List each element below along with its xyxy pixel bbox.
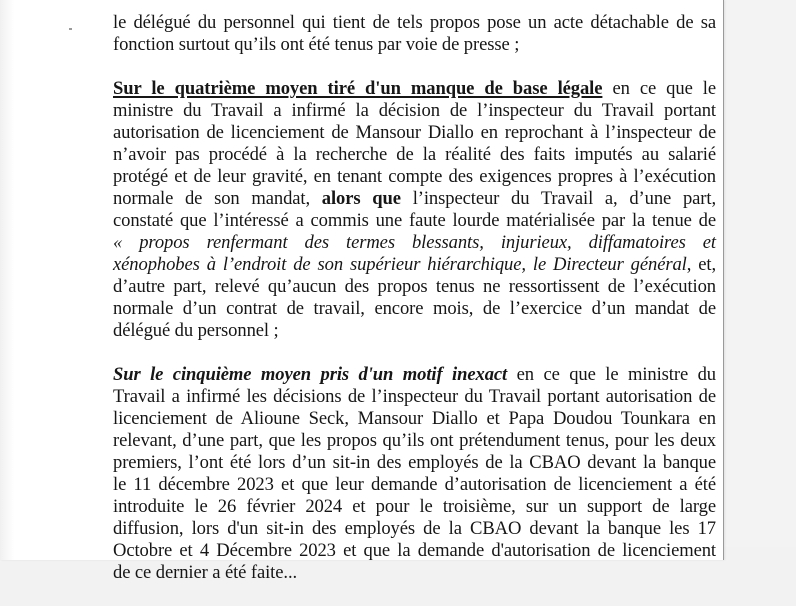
line-text: Travail a infirmé les décisions de l’inspecteur du Travail portant autorisation de [113, 386, 716, 407]
text-line [113, 144, 716, 166]
text-line [113, 518, 716, 540]
line-text: premiers, l’ont été lors d’un sit-in des employés de la CBAO devant la banque [113, 452, 716, 473]
line-text: ministre du Travail a infirmé la décision de l’inspecteur du Travail portant [113, 100, 716, 121]
line-text-segment: normale de son mandat, [113, 188, 322, 209]
text-line [113, 408, 716, 430]
line-text-segment: l’inspecteur du Travail a, d’une part, [400, 188, 716, 209]
line-text: normale d’un contrat de travail, encore mois, de l’exercice d’un mandat de [113, 298, 716, 319]
page-edge-shadow [0, 0, 14, 560]
fifth-ground-heading: Sur le cinquième moyen pris d'un motif inexact [113, 364, 508, 385]
line-text [113, 254, 716, 276]
text-line [113, 364, 716, 386]
text-line [113, 386, 716, 408]
text-line [113, 540, 716, 562]
text-line [113, 12, 716, 34]
text-line [113, 34, 716, 56]
text-line [113, 276, 716, 298]
quoted-italic-text: « propos renfermant des termes blessants, injurieux, diffamatoires et [113, 232, 716, 253]
line-text: le 11 décembre 2023 et que leur demande d’autorisation de licenciement a été [113, 474, 716, 495]
text-line [113, 122, 716, 144]
paragraph-fifth-ground [113, 364, 716, 584]
text-line [113, 474, 716, 496]
text-line [113, 188, 716, 210]
fourth-ground-heading: Sur le quatrième moyen tiré d'un manque de base légale [113, 78, 603, 99]
text-line [113, 496, 716, 518]
text-line [113, 210, 716, 232]
line-text: licenciement de Alioune Seck, Mansour Diallo et Papa Doudou Tounkara en [113, 408, 716, 429]
quoted-italic-text: xénophobes à l’endroit de son supérieur hiérarchique, le Directeur général [113, 254, 687, 275]
text-line [113, 100, 716, 122]
line-text: n’avoir pas procédé à la recherche de la réalité des faits imputés au salarié [113, 144, 716, 165]
line-text: relevant, d’une part, que les propos qu’ils ont prétendument tenus, pour les deux [113, 430, 716, 451]
line-text: fonction surtout qu’ils ont été tenus par voie de presse ; [113, 34, 520, 55]
line-text-segment: en ce que le [602, 78, 716, 99]
scan-artifact-dot [69, 28, 72, 30]
line-text: autorisation de licenciement de Mansour Diallo en reprochant à l’inspecteur de [113, 122, 716, 143]
line-text: le délégué du personnel qui tient de tels propos pose un acte détachable de sa [113, 12, 716, 33]
line-text: de ce dernier a été faite... [113, 562, 298, 583]
line-text-segment: , et, [686, 254, 716, 275]
paragraph-fourth-ground [113, 78, 716, 342]
text-line [113, 166, 716, 188]
paragraph-continuation [113, 12, 716, 56]
line-text: protégé et de leur gravité, en tenant compte des exigences propres à l’exécution [113, 166, 716, 187]
text-line [113, 78, 716, 100]
text-line [113, 562, 716, 584]
text-line [113, 254, 716, 276]
line-text: Octobre et 4 Décembre 2023 et que la demande d'autorisation de licenciement [113, 540, 716, 561]
text-line [113, 298, 716, 320]
line-text [113, 78, 716, 100]
line-text-segment: en ce que le ministre du [507, 364, 716, 385]
line-text: diffusion, lors d'un sit-in des employés de la CBAO devant la banque les 17 [113, 518, 716, 539]
bold-emphasis: alors que [321, 188, 401, 209]
document-body [113, 12, 716, 606]
line-text [113, 188, 716, 210]
line-text: délégué du personnel ; [113, 320, 279, 341]
text-line [113, 452, 716, 474]
line-text: constaté que l’intéressé a commis une faute lourde matérialisée par la tenue de [113, 210, 716, 231]
text-line [113, 320, 716, 342]
text-line [113, 430, 716, 452]
text-line [113, 232, 716, 254]
line-text: introduite le 26 février 2024 et pour le troisième, sur un support de large [113, 496, 716, 517]
line-text: d’autre part, relevé qu’aucun des propos tenus ne ressortissent de l’exécution [113, 276, 716, 297]
line-text [113, 364, 716, 386]
